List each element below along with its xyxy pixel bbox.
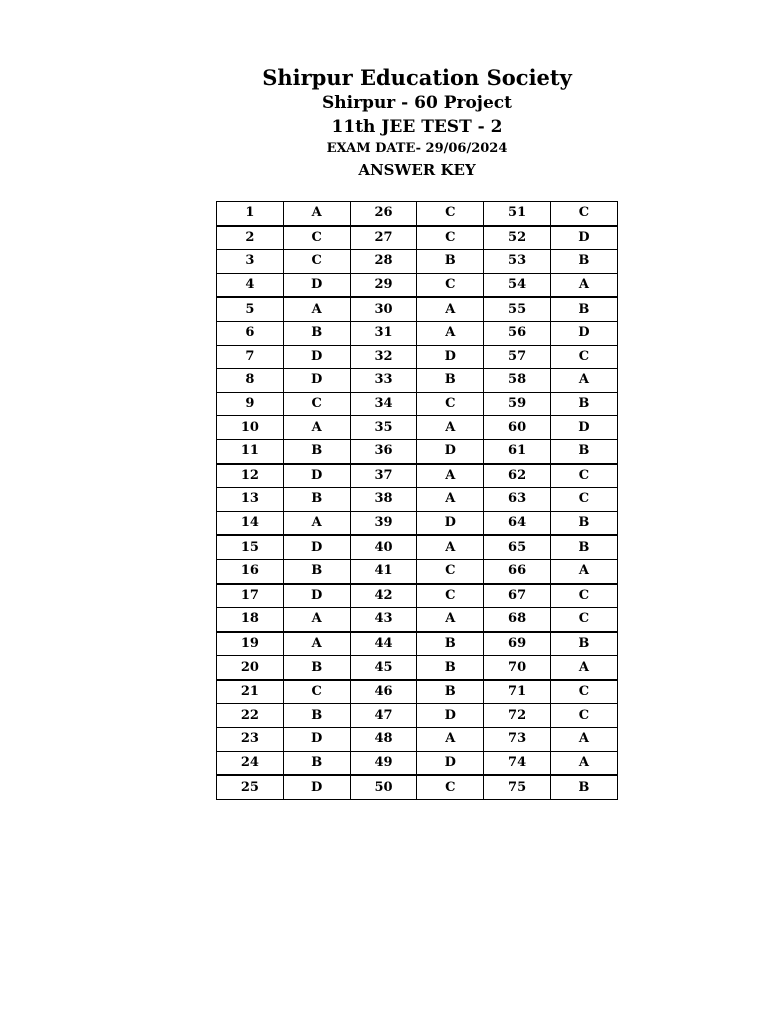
answer-option-cell: C bbox=[417, 559, 484, 583]
question-number-cell: 3 bbox=[217, 250, 284, 274]
answer-option-cell: D bbox=[283, 369, 350, 393]
answer-option-cell: C bbox=[550, 584, 617, 608]
answer-key-table bbox=[216, 201, 618, 800]
answer-option-cell: B bbox=[283, 439, 350, 463]
table-row bbox=[217, 345, 618, 369]
answer-option-cell: B bbox=[550, 775, 617, 799]
question-number-cell: 38 bbox=[350, 488, 417, 512]
question-number-cell: 75 bbox=[484, 775, 551, 799]
question-number-cell: 43 bbox=[350, 608, 417, 632]
answer-option-cell: B bbox=[283, 656, 350, 680]
question-number-cell: 19 bbox=[217, 632, 284, 656]
table-row bbox=[217, 535, 618, 559]
question-number-cell: 40 bbox=[350, 535, 417, 559]
answer-option-cell: A bbox=[283, 608, 350, 632]
question-number-cell: 7 bbox=[217, 345, 284, 369]
question-number-cell: 17 bbox=[217, 584, 284, 608]
question-number-cell: 39 bbox=[350, 511, 417, 535]
question-number-cell: 46 bbox=[350, 680, 417, 704]
question-number-cell: 56 bbox=[484, 321, 551, 345]
question-number-cell: 72 bbox=[484, 704, 551, 728]
answer-option-cell: C bbox=[283, 226, 350, 250]
question-number-cell: 65 bbox=[484, 535, 551, 559]
answer-option-cell: B bbox=[417, 250, 484, 274]
question-number-cell: 53 bbox=[484, 250, 551, 274]
table-row bbox=[217, 751, 618, 775]
table-row bbox=[217, 416, 618, 440]
answer-option-cell: B bbox=[283, 704, 350, 728]
question-number-cell: 1 bbox=[217, 202, 284, 226]
question-number-cell: 35 bbox=[350, 416, 417, 440]
question-number-cell: 28 bbox=[350, 250, 417, 274]
table-row bbox=[217, 704, 618, 728]
question-number-cell: 24 bbox=[217, 751, 284, 775]
question-number-cell: 2 bbox=[217, 226, 284, 250]
question-number-cell: 11 bbox=[217, 439, 284, 463]
question-number-cell: 45 bbox=[350, 656, 417, 680]
answer-option-cell: A bbox=[550, 369, 617, 393]
answer-option-cell: C bbox=[550, 680, 617, 704]
answer-option-cell: C bbox=[550, 464, 617, 488]
answer-option-cell: D bbox=[417, 439, 484, 463]
question-number-cell: 9 bbox=[217, 392, 284, 416]
table-row bbox=[217, 584, 618, 608]
table-row bbox=[217, 559, 618, 583]
answer-option-cell: D bbox=[417, 704, 484, 728]
answer-option-cell: C bbox=[283, 392, 350, 416]
question-number-cell: 25 bbox=[217, 775, 284, 799]
question-number-cell: 55 bbox=[484, 297, 551, 321]
table-row bbox=[217, 728, 618, 752]
answer-option-cell: A bbox=[417, 728, 484, 752]
table-row bbox=[217, 202, 618, 226]
answer-option-cell: A bbox=[417, 416, 484, 440]
question-number-cell: 44 bbox=[350, 632, 417, 656]
question-number-cell: 30 bbox=[350, 297, 417, 321]
answer-option-cell: C bbox=[283, 250, 350, 274]
answer-option-cell: A bbox=[283, 511, 350, 535]
question-number-cell: 16 bbox=[217, 559, 284, 583]
table-row bbox=[217, 488, 618, 512]
answer-option-cell: B bbox=[417, 369, 484, 393]
table-row bbox=[217, 369, 618, 393]
answer-option-cell: A bbox=[417, 535, 484, 559]
question-number-cell: 71 bbox=[484, 680, 551, 704]
answer-option-cell: C bbox=[550, 704, 617, 728]
answer-option-cell: D bbox=[417, 511, 484, 535]
answer-option-cell: D bbox=[550, 416, 617, 440]
question-number-cell: 26 bbox=[350, 202, 417, 226]
question-number-cell: 34 bbox=[350, 392, 417, 416]
answer-option-cell: B bbox=[550, 297, 617, 321]
question-number-cell: 20 bbox=[217, 656, 284, 680]
answer-option-cell: C bbox=[550, 202, 617, 226]
table-row bbox=[217, 775, 618, 799]
question-number-cell: 54 bbox=[484, 273, 551, 297]
answer-option-cell: A bbox=[417, 488, 484, 512]
answer-key-body bbox=[217, 202, 618, 800]
question-number-cell: 6 bbox=[217, 321, 284, 345]
question-number-cell: 18 bbox=[217, 608, 284, 632]
answer-option-cell: D bbox=[283, 273, 350, 297]
table-row bbox=[217, 608, 618, 632]
answer-option-cell: C bbox=[417, 273, 484, 297]
question-number-cell: 66 bbox=[484, 559, 551, 583]
question-number-cell: 74 bbox=[484, 751, 551, 775]
answer-option-cell: D bbox=[283, 464, 350, 488]
answer-option-cell: B bbox=[550, 392, 617, 416]
answer-option-cell: A bbox=[283, 202, 350, 226]
answer-option-cell: C bbox=[417, 392, 484, 416]
question-number-cell: 62 bbox=[484, 464, 551, 488]
answer-option-cell: A bbox=[417, 321, 484, 345]
question-number-cell: 51 bbox=[484, 202, 551, 226]
table-row bbox=[217, 297, 618, 321]
answer-option-cell: A bbox=[550, 751, 617, 775]
answer-option-cell: B bbox=[417, 680, 484, 704]
question-number-cell: 37 bbox=[350, 464, 417, 488]
answer-option-cell: A bbox=[283, 297, 350, 321]
question-number-cell: 12 bbox=[217, 464, 284, 488]
answer-option-cell: A bbox=[417, 464, 484, 488]
table-row bbox=[217, 439, 618, 463]
question-number-cell: 41 bbox=[350, 559, 417, 583]
answer-option-cell: D bbox=[283, 775, 350, 799]
answer-option-cell: B bbox=[283, 751, 350, 775]
answer-key-heading: ANSWER KEY bbox=[358, 161, 476, 179]
question-number-cell: 58 bbox=[484, 369, 551, 393]
question-number-cell: 68 bbox=[484, 608, 551, 632]
answer-option-cell: B bbox=[283, 559, 350, 583]
answer-option-cell: B bbox=[550, 250, 617, 274]
society-title: Shirpur Education Society bbox=[262, 65, 572, 90]
question-number-cell: 59 bbox=[484, 392, 551, 416]
table-row bbox=[217, 464, 618, 488]
answer-option-cell: C bbox=[550, 488, 617, 512]
question-number-cell: 64 bbox=[484, 511, 551, 535]
question-number-cell: 29 bbox=[350, 273, 417, 297]
answer-option-cell: A bbox=[550, 559, 617, 583]
answer-option-cell: B bbox=[550, 439, 617, 463]
question-number-cell: 21 bbox=[217, 680, 284, 704]
table-row bbox=[217, 226, 618, 250]
answer-option-cell: D bbox=[283, 345, 350, 369]
answer-option-cell: A bbox=[417, 297, 484, 321]
question-number-cell: 13 bbox=[217, 488, 284, 512]
question-number-cell: 8 bbox=[217, 369, 284, 393]
table-row bbox=[217, 632, 618, 656]
answer-option-cell: B bbox=[417, 656, 484, 680]
question-number-cell: 67 bbox=[484, 584, 551, 608]
answer-option-cell: B bbox=[550, 535, 617, 559]
question-number-cell: 31 bbox=[350, 321, 417, 345]
answer-option-cell: D bbox=[283, 728, 350, 752]
answer-option-cell: A bbox=[417, 608, 484, 632]
question-number-cell: 33 bbox=[350, 369, 417, 393]
answer-option-cell: A bbox=[283, 632, 350, 656]
answer-option-cell: C bbox=[550, 608, 617, 632]
question-number-cell: 36 bbox=[350, 439, 417, 463]
project-title: Shirpur - 60 Project bbox=[322, 93, 512, 113]
answer-option-cell: C bbox=[417, 202, 484, 226]
table-row bbox=[217, 511, 618, 535]
answer-option-cell: D bbox=[550, 321, 617, 345]
answer-option-cell: A bbox=[283, 416, 350, 440]
answer-option-cell: D bbox=[417, 345, 484, 369]
question-number-cell: 70 bbox=[484, 656, 551, 680]
question-number-cell: 47 bbox=[350, 704, 417, 728]
answer-option-cell: B bbox=[283, 321, 350, 345]
answer-option-cell: C bbox=[283, 680, 350, 704]
answer-option-cell: C bbox=[417, 584, 484, 608]
document-header bbox=[0, 64, 768, 181]
answer-option-cell: D bbox=[283, 584, 350, 608]
question-number-cell: 50 bbox=[350, 775, 417, 799]
table-row bbox=[217, 656, 618, 680]
question-number-cell: 61 bbox=[484, 439, 551, 463]
question-number-cell: 63 bbox=[484, 488, 551, 512]
answer-option-cell: C bbox=[417, 226, 484, 250]
answer-option-cell: C bbox=[550, 345, 617, 369]
answer-option-cell: B bbox=[550, 632, 617, 656]
question-number-cell: 22 bbox=[217, 704, 284, 728]
question-number-cell: 49 bbox=[350, 751, 417, 775]
question-number-cell: 4 bbox=[217, 273, 284, 297]
table-row bbox=[217, 273, 618, 297]
answer-option-cell: D bbox=[417, 751, 484, 775]
table-row bbox=[217, 392, 618, 416]
question-number-cell: 73 bbox=[484, 728, 551, 752]
answer-option-cell: A bbox=[550, 273, 617, 297]
question-number-cell: 15 bbox=[217, 535, 284, 559]
question-number-cell: 52 bbox=[484, 226, 551, 250]
answer-option-cell: B bbox=[550, 511, 617, 535]
exam-date: EXAM DATE- 29/06/2024 bbox=[326, 141, 508, 156]
question-number-cell: 48 bbox=[350, 728, 417, 752]
question-number-cell: 32 bbox=[350, 345, 417, 369]
question-number-cell: 60 bbox=[484, 416, 551, 440]
question-number-cell: 14 bbox=[217, 511, 284, 535]
question-number-cell: 10 bbox=[217, 416, 284, 440]
question-number-cell: 23 bbox=[217, 728, 284, 752]
question-number-cell: 69 bbox=[484, 632, 551, 656]
test-title: 11th JEE TEST - 2 bbox=[331, 117, 503, 137]
answer-option-cell: A bbox=[550, 656, 617, 680]
answer-option-cell: C bbox=[417, 775, 484, 799]
answer-option-cell: D bbox=[550, 226, 617, 250]
answer-option-cell: B bbox=[283, 488, 350, 512]
question-number-cell: 42 bbox=[350, 584, 417, 608]
table-row bbox=[217, 321, 618, 345]
question-number-cell: 27 bbox=[350, 226, 417, 250]
answer-option-cell: B bbox=[417, 632, 484, 656]
answer-option-cell: D bbox=[283, 535, 350, 559]
answer-option-cell: A bbox=[550, 728, 617, 752]
table-row bbox=[217, 680, 618, 704]
question-number-cell: 57 bbox=[484, 345, 551, 369]
table-row bbox=[217, 250, 618, 274]
question-number-cell: 5 bbox=[217, 297, 284, 321]
